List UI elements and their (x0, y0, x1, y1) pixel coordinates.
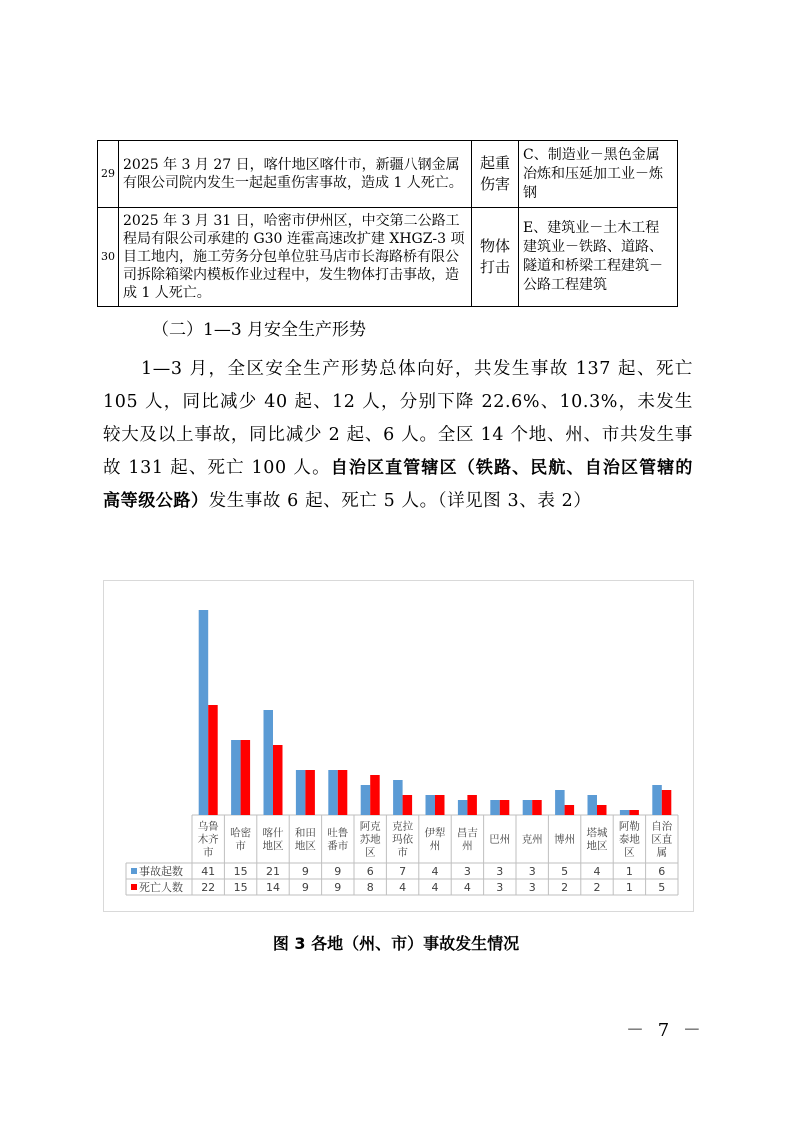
data-value-label: 6 (366, 865, 374, 878)
category-label: 巴州 (489, 833, 511, 846)
category-label: 和田地区 (294, 827, 316, 852)
category-label: 克拉玛依市 (392, 820, 414, 859)
data-value-label: 2 (593, 881, 601, 894)
category-label: 吐鲁番市 (327, 827, 349, 852)
bar-accidents (199, 610, 209, 815)
section-heading: （二）1—3 月安全生产形势 (152, 320, 367, 340)
bar-deaths (241, 740, 251, 815)
bar-accidents (620, 810, 630, 815)
body-paragraph (103, 353, 693, 518)
legend-label-accidents: 事故起数 (139, 865, 183, 878)
category-label: 乌鲁木齐市 (197, 820, 219, 859)
data-value-label: 8 (366, 881, 374, 894)
bar-accidents (652, 785, 662, 815)
category-label: 伊犁州 (424, 827, 446, 852)
data-value-label: 41 (201, 865, 216, 878)
page-number: － 7 － (626, 1020, 705, 1041)
category-label: 博州 (554, 833, 576, 846)
bar-deaths (273, 745, 283, 815)
bar-accidents (490, 800, 500, 815)
bar-deaths (305, 770, 315, 815)
category-label: 自治区直属 (651, 820, 673, 859)
row-industry: C、制造业－黑色金属冶炼和压延加工业－炼钢 (519, 141, 678, 208)
data-value-label: 3 (463, 865, 471, 878)
data-value-label: 4 (593, 865, 601, 878)
legend-label-deaths: 死亡人数 (139, 881, 183, 894)
data-value-label: 4 (431, 865, 439, 878)
data-value-label: 15 (233, 865, 248, 878)
data-value-label: 5 (658, 881, 666, 894)
bar-accidents (458, 800, 468, 815)
data-value-label: 1 (625, 865, 633, 878)
table-row (98, 141, 678, 208)
row-industry: E、建筑业－土木工程建筑业－铁路、道路、隧道和桥梁工程建筑－公路工程建筑 (519, 208, 678, 307)
bar-accidents (231, 740, 241, 815)
bar-deaths (370, 775, 380, 815)
bar-accidents (588, 795, 598, 815)
data-value-label: 3 (496, 865, 504, 878)
paragraph-text-end: 发生事故 6 起、死亡 5 人。（详见图 3、表 2） (208, 491, 592, 511)
bar-deaths (629, 810, 639, 815)
category-label: 克州 (521, 833, 543, 846)
table-row (98, 208, 678, 307)
bar-deaths (208, 705, 218, 815)
bar-accidents (555, 790, 565, 815)
data-value-label: 4 (463, 881, 471, 894)
data-value-label: 9 (301, 881, 309, 894)
bar-accidents (393, 780, 403, 815)
category-label: 阿克苏地区 (359, 820, 381, 859)
row-number: 30 (98, 208, 119, 307)
row-accident-type: 起重伤害 (472, 141, 519, 208)
data-value-label: 4 (399, 881, 407, 894)
bar-deaths (597, 805, 607, 815)
data-value-label: 3 (496, 881, 504, 894)
data-value-label: 1 (625, 881, 633, 894)
data-value-label: 22 (201, 881, 216, 894)
category-label: 喀什地区 (262, 827, 284, 852)
data-value-label: 21 (266, 865, 280, 878)
data-value-label: 5 (561, 865, 569, 878)
row-description: 2025 年 3 月 31 日，哈密市伊州区，中交第二公路工程局有限公司承建的 G30 连霍高速改扩建 XHGZ-3 项目工地内，施工劳务分包单位驻马店市长海路桥有限公司拆除箱梁内模板作业过程中，发生物体打击事故，造成 1 人死亡。 (119, 208, 472, 307)
bar-accidents (523, 800, 533, 815)
data-value-label: 3 (528, 865, 536, 878)
chart-svg (104, 581, 695, 913)
bar-deaths (467, 795, 477, 815)
data-value-label: 2 (561, 881, 569, 894)
data-value-label: 9 (334, 881, 342, 894)
category-label: 阿勒泰地区 (618, 820, 640, 859)
accident-chart (103, 580, 694, 912)
data-value-label: 4 (431, 881, 439, 894)
data-value-label: 14 (266, 881, 280, 894)
legend-swatch-accidents (131, 868, 137, 874)
figure-caption: 图 3 各地（州、市）事故发生情况 (272, 934, 520, 953)
accident-table (97, 140, 678, 307)
category-label: 昌吉州 (456, 827, 478, 852)
category-label: 塔城地区 (586, 827, 608, 852)
bar-deaths (532, 800, 542, 815)
bar-accidents (328, 770, 338, 815)
bar-deaths (338, 770, 348, 815)
legend-swatch-deaths (131, 884, 137, 890)
bar-deaths (662, 790, 672, 815)
data-value-label: 15 (233, 881, 248, 894)
bar-accidents (264, 710, 274, 815)
bar-accidents (296, 770, 306, 815)
bar-accidents (426, 795, 436, 815)
data-value-label: 6 (658, 865, 666, 878)
bar-accidents (361, 785, 371, 815)
bar-deaths (565, 805, 575, 815)
category-label: 哈密市 (230, 827, 252, 852)
data-value-label: 9 (334, 865, 342, 878)
data-value-label: 3 (528, 881, 536, 894)
paragraph-bold-text: 自治区直管辖区（铁路、民航、自治区管辖的高等级公路） (103, 458, 693, 511)
row-description: 2025 年 3 月 27 日，喀什地区喀什市，新疆八钢金属有限公司院内发生一起起重伤害事故，造成 1 人死亡。 (119, 141, 472, 208)
row-accident-type: 物体打击 (472, 208, 519, 307)
row-number: 29 (98, 141, 119, 208)
bar-deaths (500, 800, 510, 815)
paragraph-text: 1—3 月，全区安全生产形势总体向好，共发生事故 137 起、死亡 105 人，同比减少 40 起、12 人，分别下降 22.6%、10.3%，未发生较大及以上事故，同比减少 2 起、6 人。全区 14 个地、州、市共发生事故 131 起、死亡 100 人。 (103, 359, 693, 478)
data-value-label: 7 (399, 865, 407, 878)
bar-deaths (435, 795, 445, 815)
bar-deaths (403, 795, 413, 815)
data-value-label: 9 (301, 865, 309, 878)
